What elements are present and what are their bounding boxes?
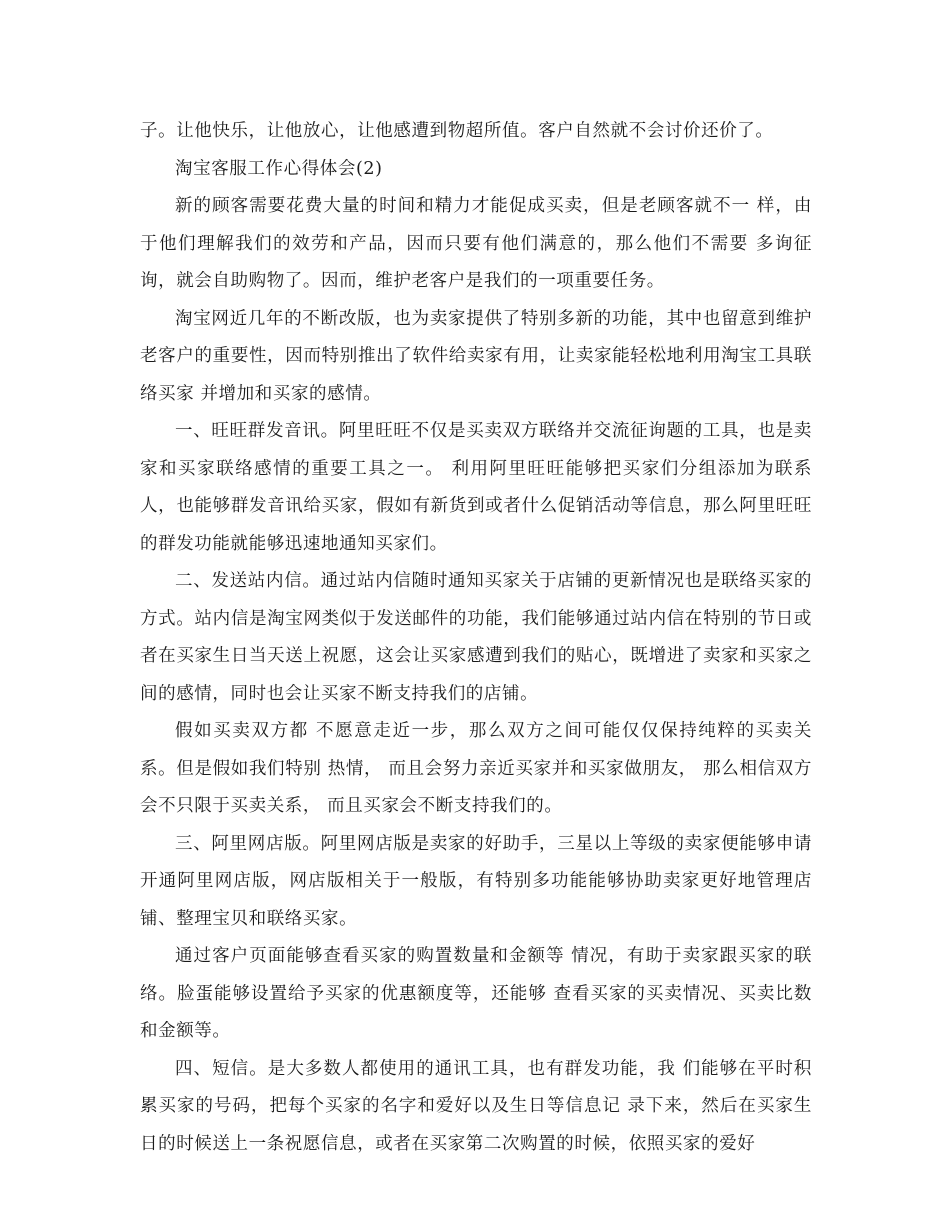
paragraph-2: 淘宝网近几年的不断改版，也为卖家提供了特别多新的功能，其中也留意到维护老客户的重要性，因而特别推出了软件给卖家有用，让卖家能轻松地利用淘宝工具联络买家 并增加和买家的感情。: [140, 308, 812, 404]
paragraph-1: 新的顾客需要花费大量的时间和精力才能促成买卖，但是老顾客就不一 样，由于他们理解我们的效劳和产品，因而只要有他们满意的，那么他们不需要 多询征询，就会自助购物了。因而，维护老客户是我们的一项重要任务。: [140, 196, 812, 291]
continuation-paragraph: 子。让他快乐，让他放心，让他感遭到物超所值。客户自然就不会讨价还价了。: [140, 121, 774, 141]
document-body: [140, 113, 812, 1163]
paragraph-8: 四、短信。是大多数人都使用的通讯工具，也有群发功能，我 们能够在平时积累买家的号码，把每个买家的名字和爱好以及生日等信息记 录下来，然后在买家生日的时候送上一条祝愿信息，或者在买家第二次购置的时候，依照买家的爱好: [140, 1058, 812, 1154]
paragraph-7: 通过客户页面能够查看买家的购置数量和金额等 情况，有助于卖家跟买家的联络。脸蛋能够设置给予买家的优惠额度等，还能够 查看买家的买卖情况、买卖比数和金额等。: [140, 946, 812, 1041]
paragraph-3: 一、旺旺群发音讯。阿里旺旺不仅是买卖双方联络并交流征询题的工具，也是卖家和买家联络感情的重要工具之一。 利用阿里旺旺能够把买家们分组添加为联系人，也能够群发音讯给买家，假如有新货到或者什么促销活动等信息，那么阿里旺旺的群发功能就能够迅速地通知买家们。: [140, 421, 812, 554]
paragraph-4: 二、发送站内信。通过站内信随时通知买家关于店铺的更新情况也是联络买家的方式。站内信是淘宝网类似于发送邮件的功能，我们能够通过站内信在特别的节日或者在买家生日当天送上祝愿，这会让买家感遭到我们的贴心，既增进了卖家和买家之间的感情，同时也会让买家不断支持我们的店铺。: [140, 571, 812, 704]
paragraph-6: 三、阿里网店版。阿里网店版是卖家的好助手，三星以上等级的卖家便能够申请开通阿里网店版，网店版相关于一般版，有特别多功能能够协助卖家更好地管理店铺、整理宝贝和联络买家。: [140, 833, 812, 929]
paragraph-5: 假如买卖双方都 不愿意走近一步，那么双方之间可能仅仅保持纯粹的买卖关系。但是假如我们特别 热情， 而且会努力亲近买家并和买家做朋友， 那么相信双方会不只限于买卖关系， 而且买家会不断支持我们的。: [140, 721, 812, 816]
section-heading: 淘宝客服工作心得体会(2): [175, 158, 383, 179]
